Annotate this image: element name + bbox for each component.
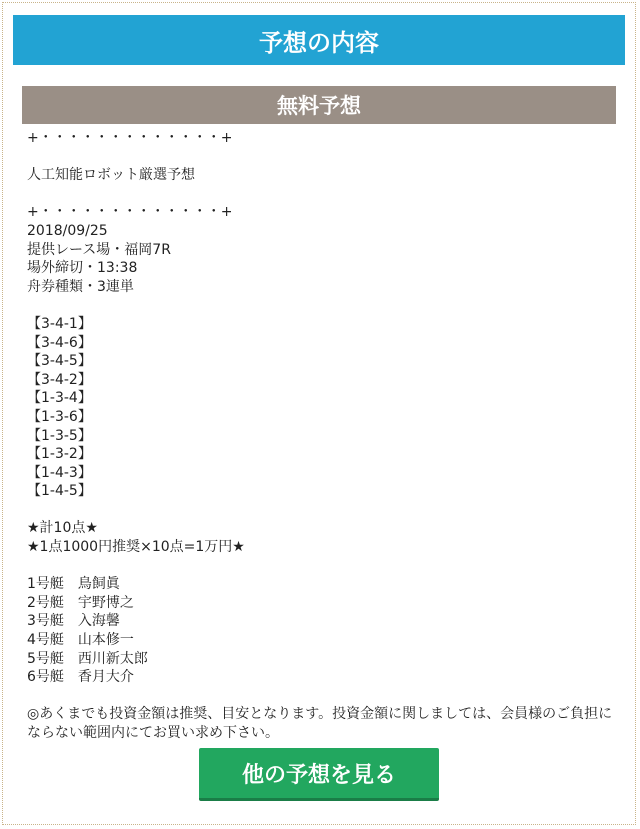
other-predictions-button[interactable] [199, 748, 439, 801]
bet-combination: 【3-4-6】 [27, 334, 92, 351]
bet-combination: 【3-4-5】 [27, 353, 92, 370]
bet-combination: 【1-4-5】 [27, 483, 92, 500]
bet-combination: 【1-3-5】 [27, 427, 92, 444]
bet-recommendation: ★1点1000円推奨×10点=1万円★ [27, 539, 245, 556]
bet-combination: 【1-3-4】 [27, 390, 92, 407]
divider-line: +・・・・・・・・・・・・・+ [27, 204, 233, 221]
divider-line: +・・・・・・・・・・・・・+ [27, 130, 233, 146]
bet-combination: 【1-3-2】 [27, 446, 92, 463]
racer-entry: 5号艇 西川新太郎 [27, 650, 148, 667]
bet-combination: 【1-4-3】 [27, 464, 92, 481]
investment-note: ◎あくまでも投資金額は推奨、目安となります。投資金額に関しましては、会員様のご負担にならない範囲内にてお買い求め下さい。 [27, 706, 613, 742]
ticket-type: 舟券種類・3連単 [27, 278, 134, 295]
blank-line [27, 148, 617, 167]
race-venue: 提供レース場・福岡7R [27, 241, 171, 258]
blank-line [27, 501, 617, 520]
section-title [22, 86, 616, 124]
prediction-body [27, 129, 617, 743]
race-deadline: 場外締切・13:38 [27, 260, 138, 277]
other-predictions-label: 他の予想を見る [241, 762, 396, 788]
page-title [13, 15, 625, 65]
racer-entry: 2号艇 宇野博之 [27, 594, 134, 611]
bet-combination: 【3-4-1】 [27, 315, 92, 332]
racer-entry: 6号艇 香月大介 [27, 669, 134, 686]
racer-entry: 3号艇 入海馨 [27, 613, 120, 630]
racer-entry: 1号艇 鳥飼眞 [27, 576, 120, 593]
blank-line [27, 185, 617, 204]
page-title-text: 予想の内容 [259, 28, 379, 57]
section-title-text: 無料予想 [277, 94, 361, 118]
race-date: 2018/09/25 [27, 222, 108, 239]
prediction-heading: 人工知能ロボット厳選予想 [27, 167, 195, 184]
bet-combination: 【1-3-6】 [27, 408, 92, 425]
blank-line [27, 296, 617, 315]
bet-combination: 【3-4-2】 [27, 371, 92, 388]
blank-line [27, 557, 617, 576]
racer-entry: 4号艇 山本修一 [27, 632, 134, 649]
bet-total: ★計10点★ [27, 520, 98, 537]
